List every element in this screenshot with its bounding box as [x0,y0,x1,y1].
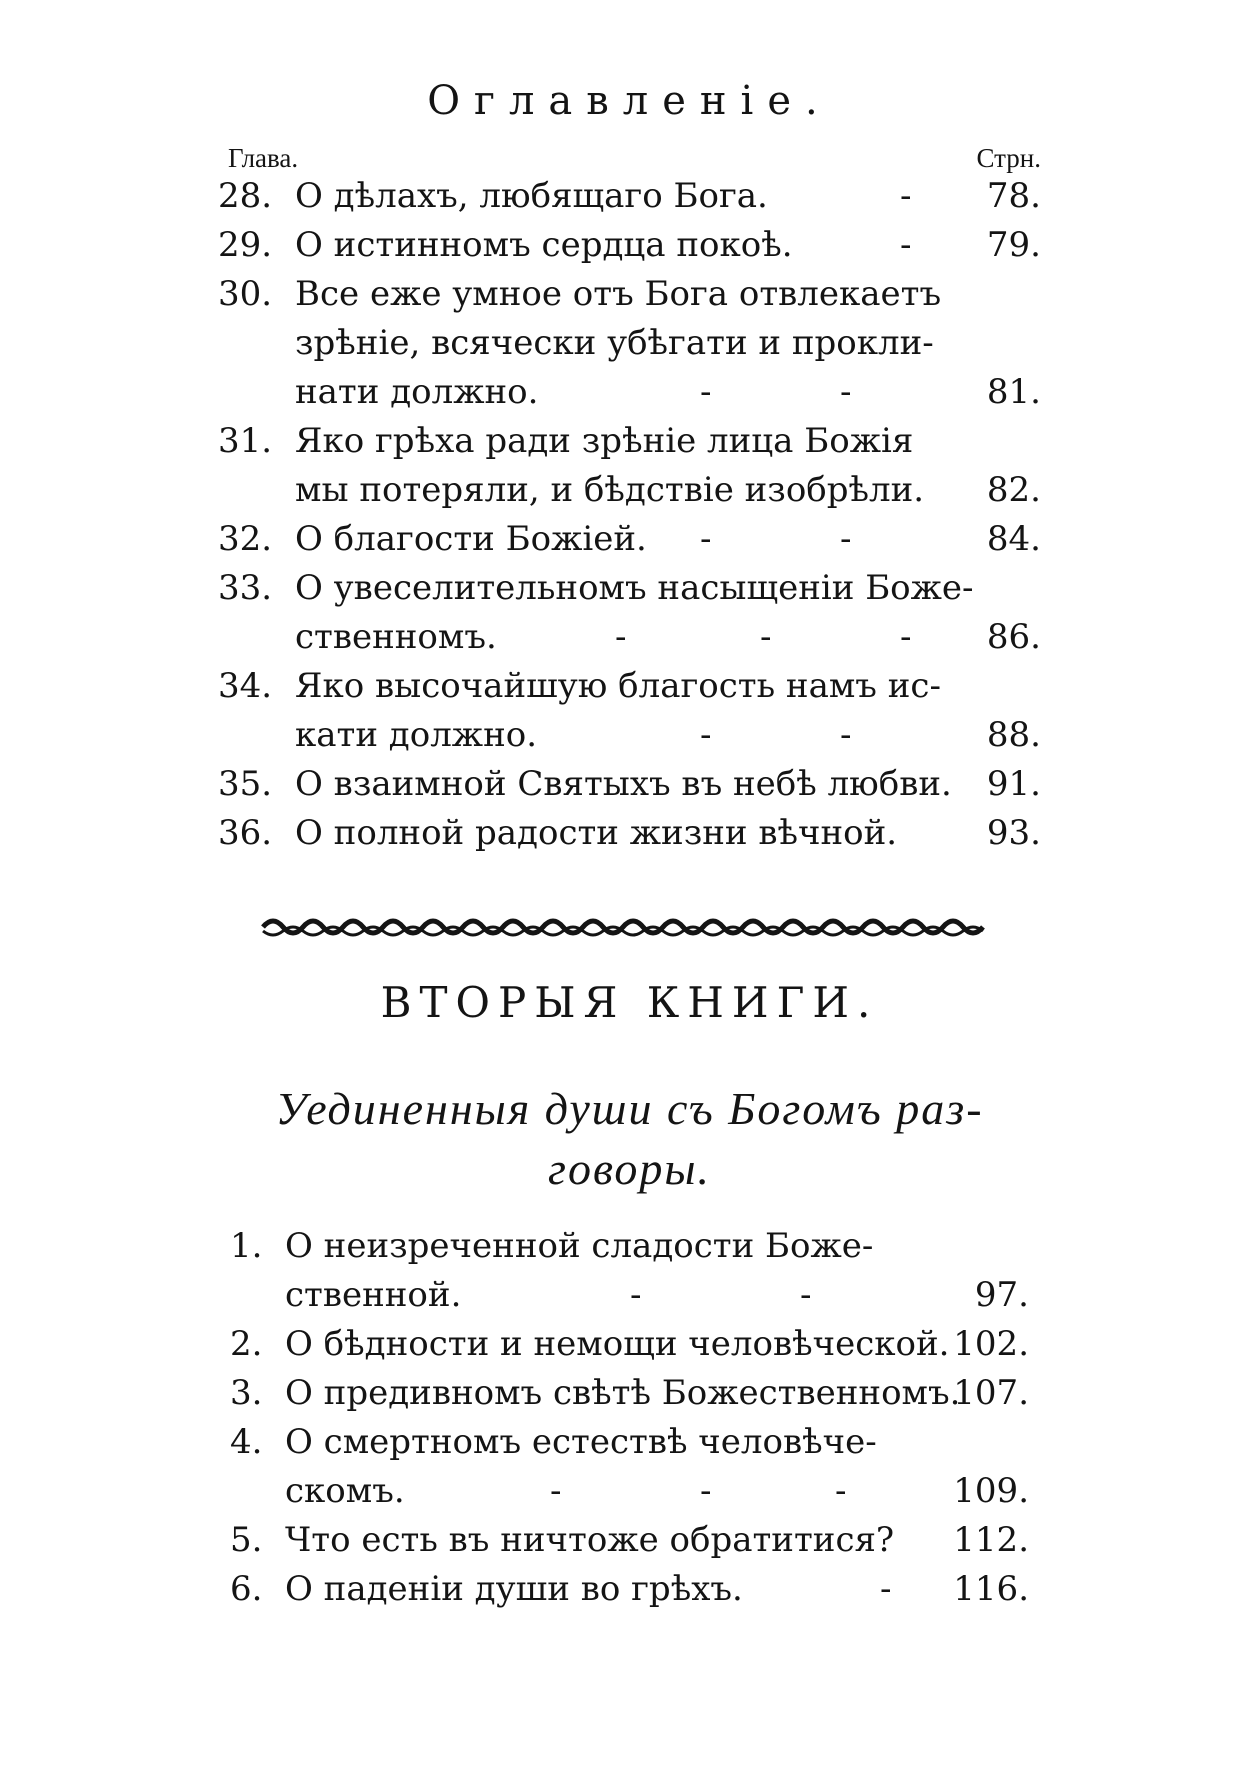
toc-entry [0,1320,1259,1369]
chapter-number: 3. [230,1373,263,1413]
toc-entry [0,1565,1259,1614]
toc-entry [0,221,1259,270]
chapter-title: О дѣлахъ, любящаго Бога. [295,176,768,216]
chapter-number: 31. [218,421,273,461]
page-title: Оглавленіе. [427,78,832,124]
toc-entry-line [0,466,1259,515]
page-number: 84. [986,519,1041,559]
page-number: 82. [986,470,1041,510]
page-number: 86. [986,617,1041,657]
chapter-title: О смертномъ естествѣ человѣче- [285,1422,877,1462]
page-number: 88. [986,715,1041,755]
leader-dash: - [700,372,712,412]
page-number: 81. [986,372,1041,412]
chapter-title: О полной радости жизни вѣчной. [295,813,898,853]
chapter-title: О неизреченной сладости Боже- [285,1226,874,1266]
toc-entry-line [0,1369,1259,1418]
chapter-title: О благости Божіей. [295,519,647,559]
chapter-number: 2. [230,1324,263,1364]
chapter-title: О истинномъ сердца покоѣ. [295,225,793,265]
leader-dash: - [840,372,852,412]
page-number: 79. [986,225,1041,265]
toc-entry-line [0,1467,1259,1516]
toc-entry-line [0,564,1259,613]
toc-entry [0,1418,1259,1516]
page-number: 109. [953,1471,1029,1511]
toc-entry [0,172,1259,221]
page-number: 97. [974,1275,1029,1315]
chapter-title: ственномъ. [295,617,497,657]
chapter-title: кати должно. [295,715,538,755]
page-number: 93. [986,813,1041,853]
toc-entry-line [0,417,1259,466]
toc-entry [0,1516,1259,1565]
leader-dash: - [840,519,852,559]
chapter-number: 29. [218,225,273,265]
page-number: 112. [953,1520,1029,1560]
chapter-number: 28. [218,176,273,216]
section-subtitle-line-1: Уединенныя души съ Богомъ раз- [275,1083,984,1134]
leader-dash: - [880,1569,892,1609]
leader-dash: - [900,617,912,657]
chapter-title: нати должно. [295,372,539,412]
page-number: 102. [953,1324,1029,1364]
leader-dash: - [630,1275,642,1315]
toc-entry-line [0,1271,1259,1320]
chapter-title: О увеселительномъ насыщеніи Боже- [295,568,974,608]
toc-first-book [0,172,1259,858]
toc-entry [0,270,1259,417]
leader-dash: - [900,176,912,216]
chapter-title: скомъ. [285,1471,405,1511]
chapter-number: 5. [230,1520,263,1560]
toc-entry [0,1369,1259,1418]
chapter-title: мы потеряли, и бѣдствіе изобрѣли. [295,470,925,510]
toc-entry [0,417,1259,515]
chapter-number: 1. [230,1226,263,1266]
toc-entry [0,662,1259,760]
chapter-title: ственной. [285,1275,462,1315]
decorative-divider [258,905,988,945]
leader-dash: - [615,617,627,657]
page-number: 116. [953,1569,1029,1609]
leader-dash: - [700,715,712,755]
chapter-title: Все еже умное отъ Бога отвлекаетъ [295,274,942,314]
chapter-number: 36. [218,813,273,853]
toc-entry-line [0,1320,1259,1369]
chapter-title: Яко высочайшую благость намъ ис- [295,666,941,706]
toc-entry [0,515,1259,564]
toc-entry-line [0,221,1259,270]
toc-entry-line [0,1565,1259,1614]
column-header-chapter: Глава. [228,143,299,173]
column-header-page: Стрн. [976,143,1041,173]
leader-dash: - [700,519,712,559]
toc-entry [0,809,1259,858]
toc-entry-line [0,515,1259,564]
toc-entry [0,1222,1259,1320]
chapter-number: 34. [218,666,273,706]
toc-entry-line [0,711,1259,760]
leader-dash: - [835,1471,847,1511]
toc-entry-line [0,760,1259,809]
toc-entry [0,564,1259,662]
toc-entry-line [0,1516,1259,1565]
chapter-title: зрѣніе, всячески убѣгати и прокли- [295,323,934,363]
toc-entry-line [0,1418,1259,1467]
chapter-title: О паденіи души во грѣхъ. [285,1569,743,1609]
toc-entry-line [0,368,1259,417]
toc-entry-line [0,172,1259,221]
chapter-number: 32. [218,519,273,559]
chapter-number: 4. [230,1422,263,1462]
leader-dash: - [760,617,772,657]
toc-entry-line [0,809,1259,858]
chapter-number: 30. [218,274,273,314]
chapter-number: 35. [218,764,273,804]
toc-entry [0,760,1259,809]
chapter-number: 6. [230,1569,263,1609]
page-number: 91. [986,764,1041,804]
toc-entry-line [0,319,1259,368]
leader-dash: - [900,225,912,265]
chapter-title: О предивномъ свѣтѣ Божественномъ. [285,1373,961,1413]
page-number: 78. [986,176,1041,216]
section-subtitle-line-2: говоры. [548,1143,711,1194]
second-book-heading: ВТОРЫЯ КНИГИ. [380,978,879,1027]
chapter-title: О взаимной Святыхъ въ небѣ любви. [295,764,952,804]
chapter-title: Яко грѣха ради зрѣніе лица Божія [295,421,914,461]
leader-dash: - [840,715,852,755]
toc-entry-line [0,662,1259,711]
leader-dash: - [550,1471,562,1511]
toc-entry-line [0,1222,1259,1271]
leader-dash: - [700,1471,712,1511]
chapter-number: 33. [218,568,273,608]
chapter-title: Что есть въ ничтоже обратитися? [285,1520,895,1560]
page-number: 107. [953,1373,1029,1413]
leader-dash: - [800,1275,812,1315]
toc-entry-line [0,613,1259,662]
toc-second-book [0,1222,1259,1614]
chapter-title: О бѣдности и немощи человѣческой. [285,1324,950,1364]
toc-entry-line [0,270,1259,319]
